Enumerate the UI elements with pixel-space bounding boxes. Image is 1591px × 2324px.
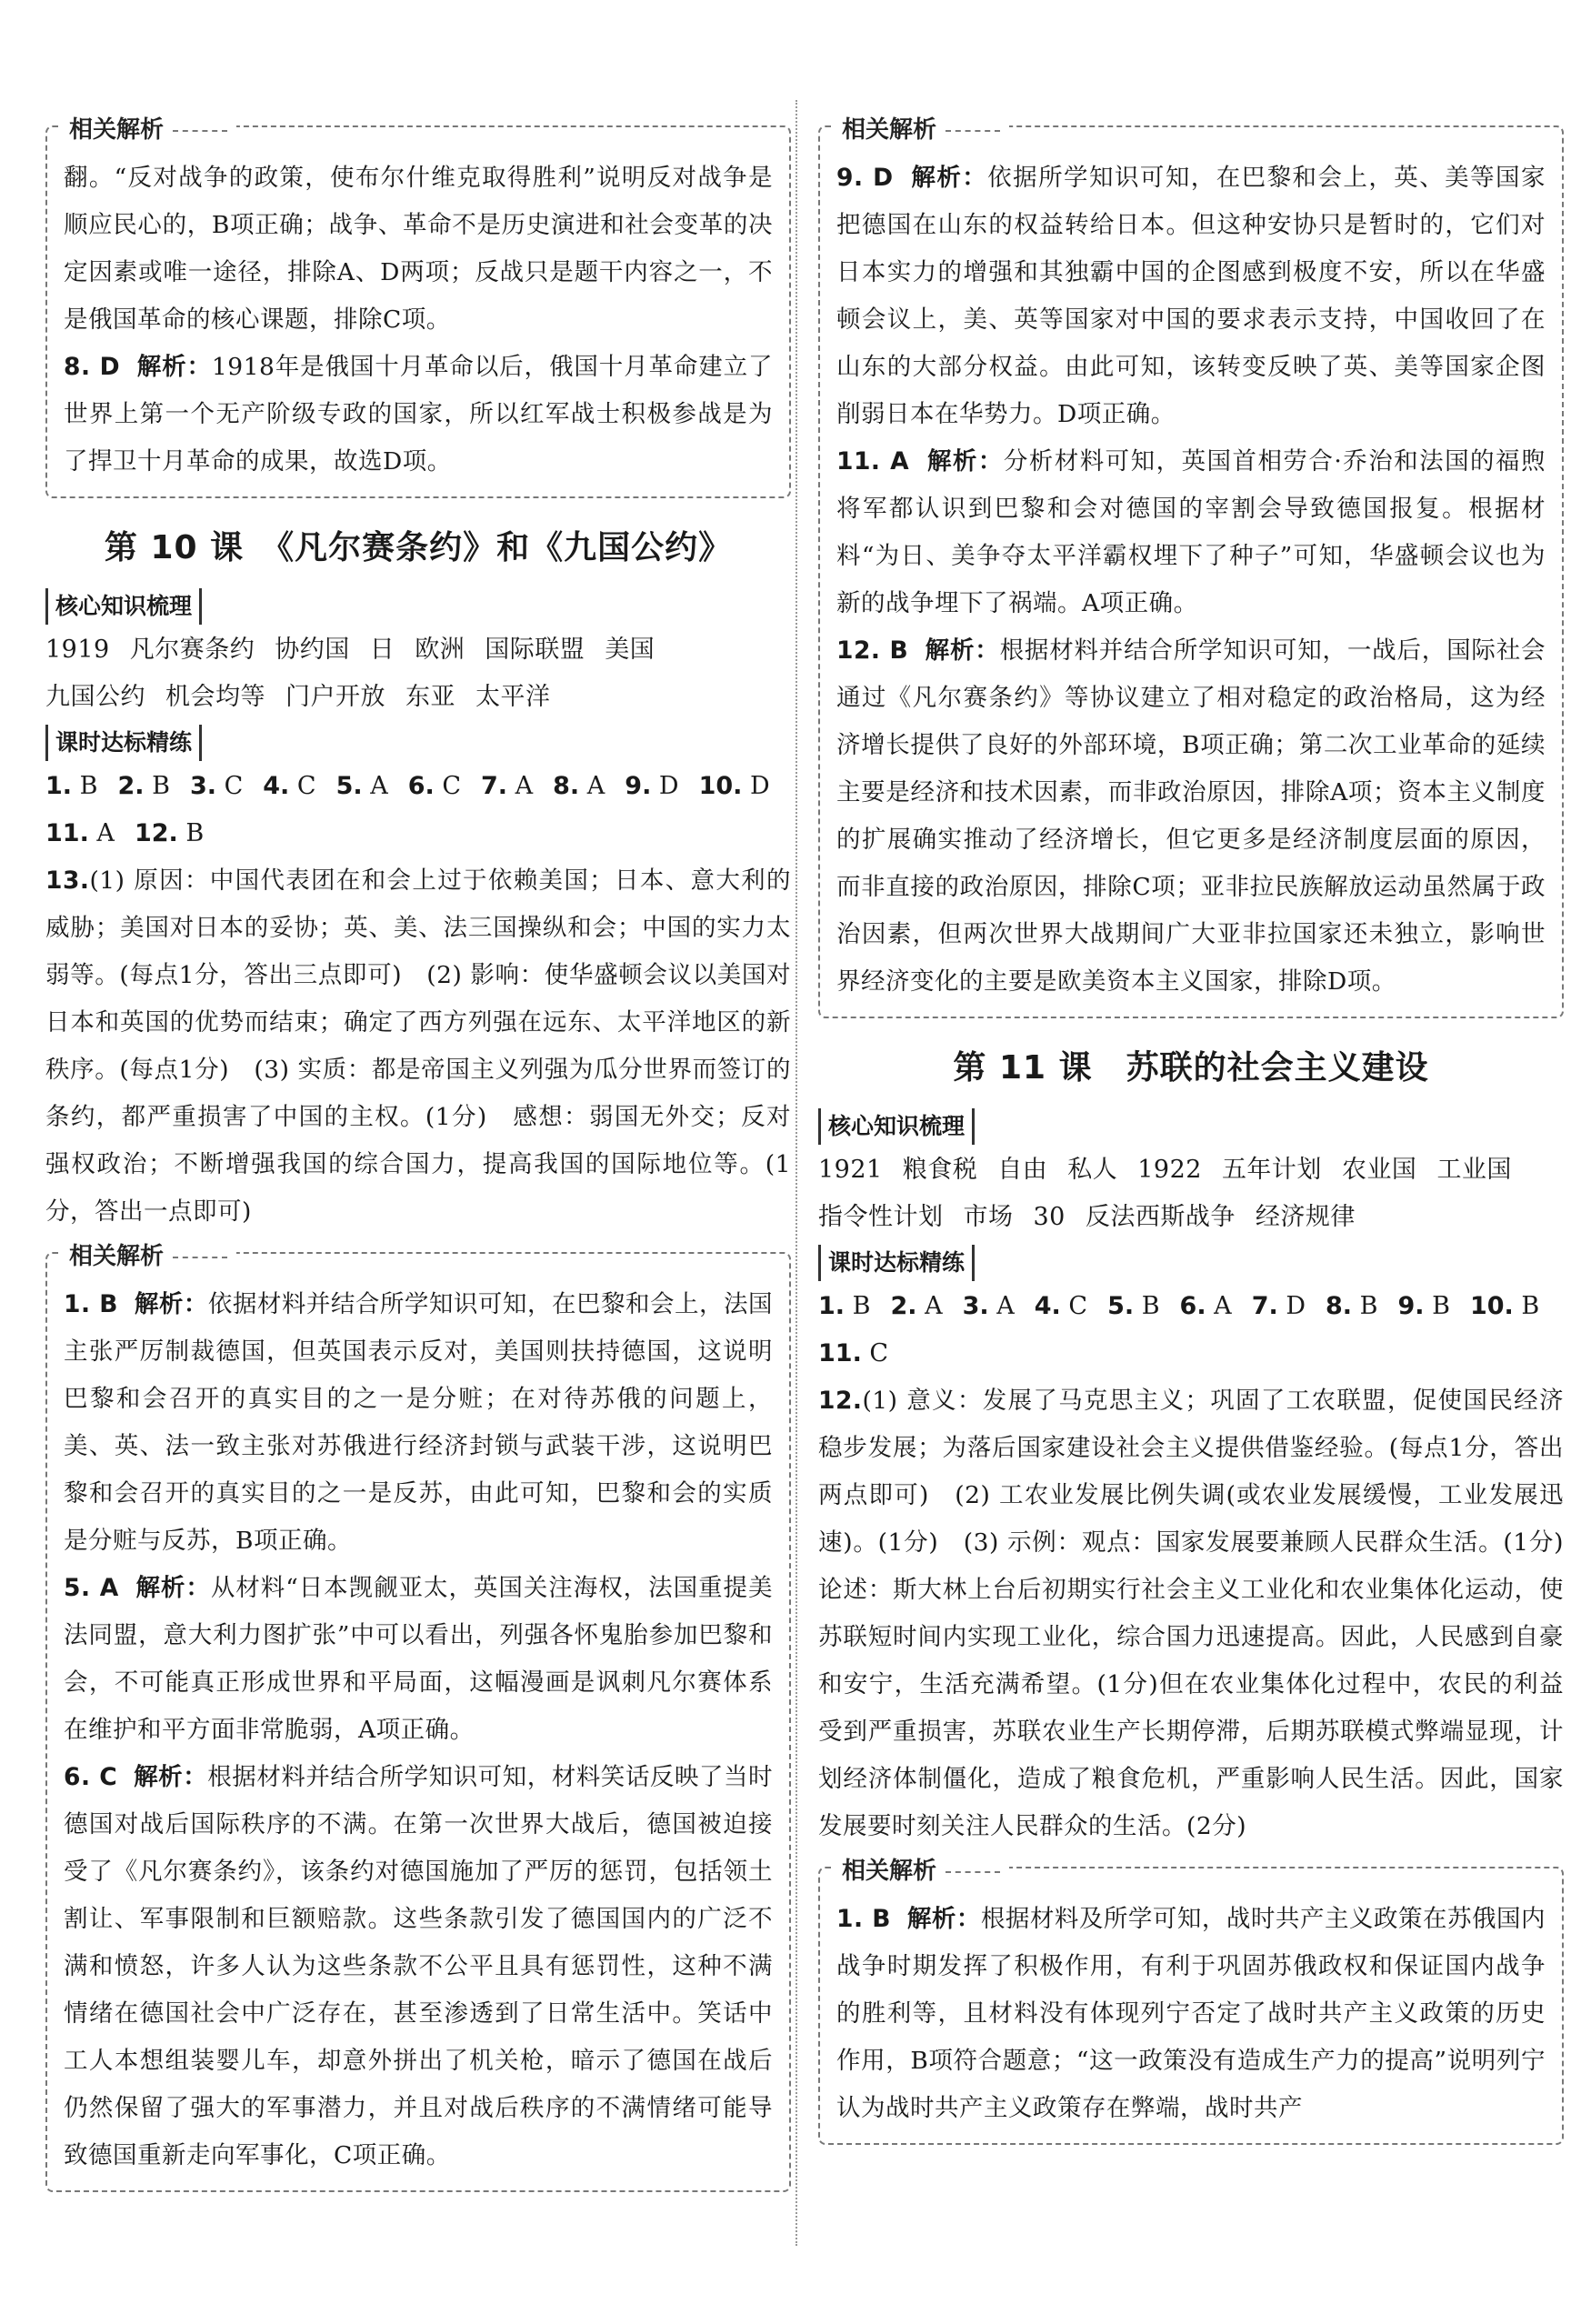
keyword: 工业国: [1436, 1156, 1512, 1184]
answer-item: [1107, 1283, 1159, 1330]
answer-item: [1397, 1283, 1449, 1330]
answer-number: 7.: [481, 772, 508, 800]
analysis-paragraph: 翻。“反对战争的政策，使布尔什维克取得胜利”说明反对战争是顺应民心的，B项正确；战争、革命不是历史演进和社会变革的决定因素或唯一途径，排除A、D两项；反战只是题干内容之一，不是俄国革命的核心课题，排除C项。: [64, 164, 773, 334]
question-number: 13.: [45, 866, 90, 895]
keyword-list: [45, 626, 791, 721]
answer-letter: C: [434, 772, 461, 800]
question-number: 1. B: [64, 1290, 118, 1318]
answer-number: 1.: [818, 1292, 846, 1320]
analysis-box-title: 相关解析: [60, 111, 236, 145]
answer-list: [818, 1283, 1564, 1377]
answer-number: 3.: [189, 772, 217, 800]
keyword: 日: [369, 636, 395, 664]
answer-number: 8.: [1325, 1292, 1353, 1320]
answer-item: [1326, 1283, 1377, 1330]
answer-item: [553, 763, 605, 810]
keyword: 门户开放: [285, 683, 385, 711]
analysis-item: [64, 1281, 773, 1565]
question-number: 12.: [818, 1387, 863, 1415]
answer-number: 8.: [553, 772, 580, 800]
keyword: 太平洋: [475, 683, 551, 711]
answer-number: 9.: [625, 772, 652, 800]
answer-letter: B: [72, 772, 98, 800]
answer-item: [45, 763, 97, 810]
keyword: 九国公约: [45, 683, 145, 711]
keyword: 粮食税: [902, 1156, 978, 1184]
answer-letter: B: [1424, 1292, 1450, 1320]
answer-number: 10.: [1469, 1292, 1514, 1320]
question-number: 9. D: [836, 164, 894, 192]
keyword: 五年计划: [1221, 1156, 1322, 1184]
analysis-text: 从材料“日本觊觎亚太，英国关注海权，法国重提美法同盟，意大利力图扩张”中可以看出，列强各怀鬼胎参加巴黎和会，不可能真正形成世界和平局面，这幅漫画是讽刺凡尔赛体系在维护和平方面非常脆弱，A项正确。: [64, 1574, 773, 1744]
answer-item: [818, 1283, 870, 1330]
right-column: [818, 109, 1564, 2159]
answer-letter: B: [144, 772, 170, 800]
analysis-label: 解析：: [911, 164, 988, 192]
keyword: 国际联盟: [485, 636, 585, 664]
answer-item: [1180, 1283, 1232, 1330]
answer-letter: A: [362, 772, 388, 800]
analysis-item: [836, 1896, 1546, 2132]
analysis-box-title: 相关解析: [833, 111, 1009, 145]
keyword: 1921: [818, 1156, 883, 1184]
answer-number: 4.: [263, 772, 290, 800]
answer-letter: B: [1513, 1292, 1540, 1320]
keyword: 凡尔赛条约: [129, 636, 255, 664]
analysis-box: [45, 116, 791, 498]
lesson-title: 第 10 课 《凡尔赛条约》和《九国公约》: [104, 529, 733, 566]
keyword: 协约国: [275, 636, 350, 664]
analysis-label: 解析：: [925, 636, 1000, 665]
question-answer: [45, 857, 791, 1236]
answer-number: 1.: [45, 772, 73, 800]
answer-number: 2.: [890, 1292, 917, 1320]
answer-number: 6.: [1179, 1292, 1206, 1320]
question-number: 8. D: [64, 353, 121, 381]
answer-number: 11.: [45, 819, 89, 847]
answer-letter: B: [845, 1292, 871, 1320]
keyword: 美国: [605, 636, 655, 664]
answer-letter: A: [916, 1292, 943, 1320]
answer-number: 7.: [1251, 1292, 1278, 1320]
analysis-box-title: 相关解析: [833, 1852, 1009, 1886]
section-tag-knowledge: 核心知识梳理: [818, 1108, 975, 1145]
keyword-list: [818, 1147, 1564, 1241]
keyword: 1919: [45, 636, 110, 664]
analysis-text: 根据材料及所学可知，战时共产主义政策在苏俄国内战争时期发挥了积极作用，有利于巩固苏俄政权和保证国内战争的胜利等，且材料没有体现列宁否定了战时共产主义政策的历史作用，B项符合题意；“这一政策没有造成生产力的提高”说明列宁认为战时共产主义政策存在弊端，战时共产: [836, 1905, 1546, 2122]
answer-letter: D: [1277, 1292, 1306, 1320]
answer-item: [963, 1283, 1015, 1330]
answer-text: (1) 原因：中国代表团在和会上过于依赖美国；日本、意大利的威胁；美国对日本的妥协；英、美、法三国操纵和会；中国的实力太弱等。(每点1分，答出三点即可) (2) 影响：使华盛顿会议以美国对日本和英国的优势而结束；确定了西方列强在远东、太平洋地区的新秩序。(每点1分) (3) 实质：都是帝国主义列强为瓜分世界而签订的条约，都严重损害了中国的主权。(1分) 感想：弱国无外交；反对强权政治；不断增强我国的综合国力，提高我国的国际地位等。(1分，答出一点即可): [45, 866, 791, 1226]
answer-number: 5.: [335, 772, 363, 800]
analysis-item: [836, 155, 1546, 438]
answer-item: [408, 763, 461, 810]
question-number: 12. B: [836, 636, 909, 665]
answer-number: 11.: [818, 1339, 862, 1367]
answer-item: [336, 763, 388, 810]
question-number: 1. B: [836, 1905, 891, 1933]
analysis-label: 解析：: [906, 1905, 981, 1933]
answer-letter: A: [507, 772, 534, 800]
answer-letter: A: [1206, 1292, 1232, 1320]
answer-number: 3.: [962, 1292, 989, 1320]
analysis-label: 解析：: [136, 353, 212, 381]
answer-letter: C: [861, 1339, 889, 1367]
question-number: 5. A: [64, 1574, 119, 1602]
answer-number: 5.: [1107, 1292, 1135, 1320]
answer-item: [263, 763, 315, 810]
keyword: 自由: [997, 1156, 1048, 1184]
section-tag-knowledge: 核心知识梳理: [45, 588, 202, 625]
answer-item: [625, 763, 678, 810]
analysis-box: [45, 1243, 791, 2192]
section-tag-practice: 课时达标精练: [45, 725, 202, 761]
keyword: 农业国: [1341, 1156, 1417, 1184]
answer-item: [890, 1283, 942, 1330]
keyword: 欧洲: [415, 636, 465, 664]
analysis-label: 解析：: [926, 447, 1004, 476]
answer-item: [117, 763, 169, 810]
answer-item: [818, 1330, 888, 1377]
question-number: 6. C: [64, 1763, 118, 1791]
analysis-item: [64, 1754, 773, 2179]
answer-item: [1035, 1283, 1087, 1330]
answer-letter: A: [579, 772, 605, 800]
answer-number: 2.: [117, 772, 145, 800]
answer-letter: B: [1352, 1292, 1378, 1320]
left-column: [45, 109, 791, 2207]
answer-letter: D: [651, 772, 679, 800]
analysis-box: [818, 1858, 1564, 2145]
analysis-text: 1918年是俄国十月革命以后，俄国十月革命建立了世界上第一个无产阶级专政的国家，所以红军战士积极参战是为了捍卫十月革命的成果，故选D项。: [64, 353, 774, 476]
keyword: 1922: [1137, 1156, 1202, 1184]
answer-item: [481, 763, 533, 810]
answer-list: [45, 763, 791, 857]
answer-item: [190, 763, 243, 810]
keyword: 30: [1033, 1203, 1066, 1231]
answer-letter: B: [177, 819, 205, 847]
analysis-label: 解析：: [134, 1763, 208, 1791]
answer-letter: B: [1134, 1292, 1160, 1320]
answer-letter: A: [88, 819, 115, 847]
question-number: 11. A: [836, 447, 910, 476]
analysis-box: [818, 116, 1564, 1018]
answer-number: 9.: [1397, 1292, 1425, 1320]
answer-item: [45, 810, 115, 857]
keyword: 东亚: [405, 683, 455, 711]
answer-item: [699, 763, 770, 810]
analysis-text: 依据材料并结合所学知识可知，在巴黎和会上，法国主张严厉制裁德国，但英国表示反对，美国则扶持德国，这说明巴黎和会召开的真实目的之一是分赃；在对待苏俄的问题上，美、英、法一致主张对苏俄进行经济封锁与武装干涉，这说明巴黎和会召开的真实目的之一是反苏，由此可知，巴黎和会的实质是分赃与反苏，B项正确。: [64, 1290, 774, 1555]
column-divider: [796, 100, 797, 2246]
answer-number: 6.: [407, 772, 435, 800]
keyword: 机会均等: [165, 683, 265, 711]
section-tag-practice: 课时达标精练: [818, 1245, 975, 1281]
analysis-text: 依据所学知识可知，在巴黎和会上，英、美等国家把德国在山东的权益转给日本。但这种安协只是暂时的，它们对日本实力的增强和其独霸中国的企图感到极度不安，所以在华盛顿会议上，美、英等国家对中国的要求表示支持，中国收回了在山东的大部分权益。由此可知，该转变反映了英、美等国家企图削弱日本在华势力。D项正确。: [836, 164, 1546, 428]
answer-letter: D: [742, 772, 770, 800]
answer-item: [135, 810, 204, 857]
answer-letter: C: [216, 772, 244, 800]
analysis-text: 根据材料并结合所学知识可知，材料笑话反映了当时德国对战后国际秩序的不满。在第一次世界大战后，德国被迫接受了《凡尔赛条约》，该条约对德国施加了严厉的惩罚，包括领土割让、军事限制和巨额赔款。这些条款引发了德国国内的广泛不满和愤怒，许多人认为这些条款不公平且具有惩罚性，这种不满情绪在德国社会中广泛存在，甚至渗透到了日常生活中。笑话中工人本想组装婴儿车，却意外拼出了机关枪，暗示了德国在战后仍然保留了强大的军事潜力，并且对战后秩序的不满情绪可能导致德国重新走向军事化，C项正确。: [64, 1763, 773, 2169]
answer-letter: C: [289, 772, 316, 800]
answer-item: [1252, 1283, 1306, 1330]
answer-item: [1470, 1283, 1539, 1330]
answer-number: 12.: [134, 819, 178, 847]
analysis-item: [64, 344, 773, 486]
analysis-label: 解析：: [135, 1574, 211, 1602]
keyword: 反法西斯战争: [1085, 1203, 1236, 1231]
keyword: 经济规律: [1255, 1203, 1356, 1231]
analysis-item: [836, 627, 1546, 1006]
lesson-title: 第 11 课 苏联的社会主义建设: [953, 1049, 1429, 1087]
analysis-text: 根据材料并结合所学知识可知，一战后，国际社会通过《凡尔赛条约》等协议建立了相对稳定的政治格局，这为经济增长提供了良好的外部环境，B项正确；第二次工业革命的延续主要是经济和技术因素，而非政治原因，排除A项；资本主义制度的扩展确实推动了经济增长，但它更多是经济制度层面的原因，而非直接的政治原因，排除C项；亚非拉民族解放运动虽然属于政治因素，但两次世界大战期间广大亚非拉国家还未独立，影响世界经济变化的主要是欧美资本主义国家，排除D项。: [836, 636, 1546, 996]
question-answer: [818, 1377, 1564, 1850]
answer-letter: C: [1060, 1292, 1088, 1320]
answer-text: (1) 意义：发展了马克思主义；巩固了工农联盟，促使国民经济稳步发展；为落后国家建设社会主义提供借鉴经验。(每点1分，答出两点即可) (2) 工农业发展比例失调(或农业发展缓慢，工业发展迅速)。(1分) (3) 示例：观点：国家发展要兼顾人民群众生活。(1分)论述：斯大林上台后初期实行社会主义工业化和农业集体化运动，使苏联短时间内实现工业化，综合国力迅速提高。因此，人民感到自豪和安宁，生活充满希望。(1分)但在农业集体化过程中，农民的利益受到严重损害，苏联农业生产长期停滞，后期苏联模式弊端显现，计划经济体制僵化，造成了粮食危机，严重影响人民生活。因此，国家发展要时刻关注人民群众的生活。(2分): [818, 1387, 1564, 1840]
keyword: 指令性计划: [818, 1203, 944, 1231]
analysis-label: 解析：: [134, 1290, 208, 1318]
answer-number: 4.: [1034, 1292, 1061, 1320]
analysis-text: 分析材料可知，英国首相劳合·乔治和法国的福煦将军都认识到巴黎和会对德国的宰割会导致德国报复。根据材料“为日、美争夺太平洋霸权埋下了种子”可知，华盛顿会议也为新的战争埋下了祸端。A项正确。: [836, 447, 1546, 617]
answer-letter: A: [988, 1292, 1015, 1320]
keyword: 市场: [963, 1203, 1014, 1231]
analysis-item: [64, 1565, 773, 1754]
keyword: 私人: [1067, 1156, 1118, 1184]
answer-number: 10.: [698, 772, 743, 800]
analysis-item: [836, 438, 1546, 627]
analysis-box-title: 相关解析: [60, 1237, 236, 1271]
